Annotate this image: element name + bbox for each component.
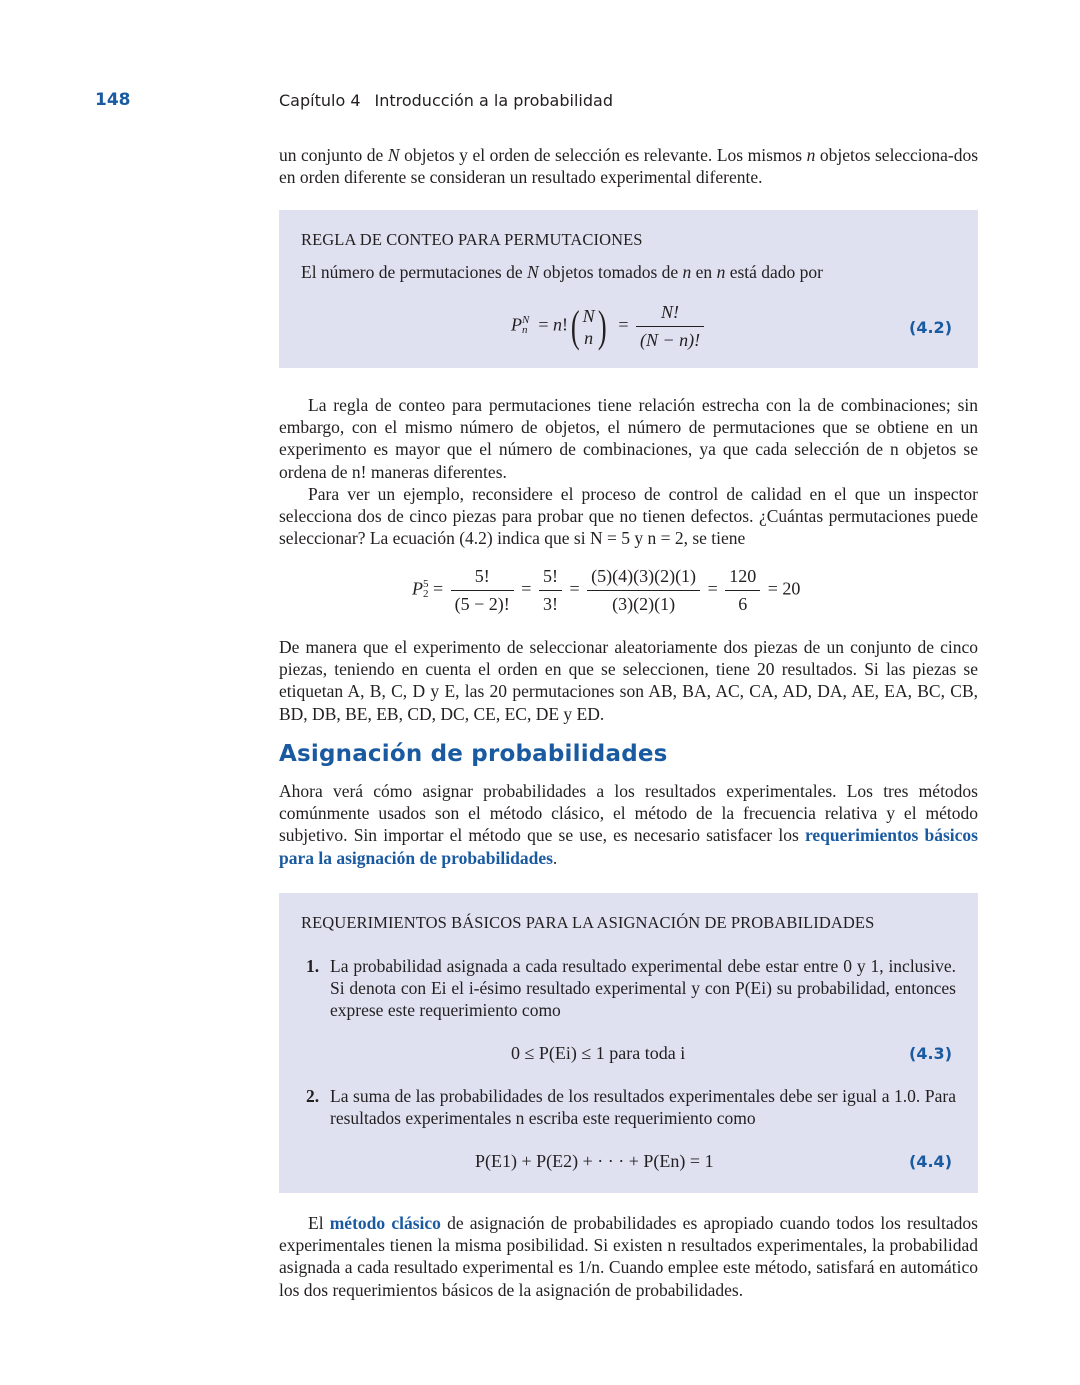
example-frac-2-num: 5! [542, 566, 558, 586]
classical-method-paragraph [279, 1212, 978, 1301]
permutation-formula: PN n = n! ( N n ) = $\frac{N!}{(N - n)!}$ [511, 302, 707, 351]
example-frac-4-num: 120 [729, 566, 757, 586]
box1-var-N: N [526, 262, 539, 282]
box1-text-d: está dado por [725, 262, 823, 282]
requirement-1 [306, 955, 956, 1022]
equation-4-4 [475, 1151, 714, 1172]
section-text-end: . [552, 847, 558, 868]
page-number: 148 [95, 90, 131, 110]
requirement-2-text: La suma de las probabilidades de los resultados experimentales debe ser igual a 1.0. Para resultados experimentales n escriba este requerimiento como [330, 1086, 956, 1129]
permutation-discussion [279, 394, 978, 549]
running-header [279, 91, 613, 110]
example-frac-1 [451, 566, 514, 615]
equation-4-3 [511, 1043, 685, 1064]
box1-text-c: en [691, 262, 717, 282]
example-frac-3 [587, 566, 700, 615]
section-paragraph [279, 780, 978, 869]
requirement-2 [306, 1085, 956, 1129]
intro-paragraph [279, 144, 978, 188]
example-frac-3-den: (3)(2)(1) [587, 590, 700, 615]
equation-number-4-2: (4.2) [909, 318, 952, 337]
classical-method-term: método clásico [329, 1213, 441, 1233]
intro-var-N: N [387, 145, 400, 165]
permutation-rule-box [279, 210, 978, 368]
intro-var-n: n [806, 145, 816, 165]
section-text: Ahora verá cómo asignar probabilidades a los resultados experimentales. Los tres métodos comúnmente usados son el método clásico, el método de la frecuencia relativa y el método subjetivo. Sin importar el método que se use, es necesario satisfacer los [279, 781, 978, 846]
intro-text-1: un conjunto de [279, 145, 388, 165]
paragraph-1: La regla de conteo para permutaciones tiene relación estrecha con la de combinaciones; sin embargo, con el mismo número de objetos, el número de permutaciones que se obtiene en un experimento es mayor que el número de combinaciones, ya que cada selección de n objetos se ordena de n! maneras diferentes. [279, 395, 978, 482]
box1-text-a: El número de permutaciones de [301, 262, 527, 282]
permutation-fraction [636, 302, 704, 351]
requirement-1-number: 1. [306, 956, 320, 976]
example-frac-3-num: (5)(4)(3)(2)(1) [591, 566, 697, 586]
permutation-numerator: N! [661, 302, 680, 322]
equation-4-3-text: 0 ≤ P(Ei) ≤ 1 para toda i [511, 1043, 686, 1063]
permutation-denominator: (N − n)! [636, 326, 704, 351]
box1-statement [301, 262, 823, 283]
example-equation: P5 2 = $\frac{5!}{(5 - 2)!}$ = $\frac{5!}{3!}$ = $\frac{(5)(4)(3)(2)(1)}{(3)(2)(1)}$ = $\frac{120}{6}$ = 20 [412, 566, 801, 614]
example-frac-2-den: 3! [539, 590, 562, 615]
basic-requirements-term: requerimientos básicos para la asignación de probabilidades [279, 825, 978, 868]
final-text-rest: de asignación de probabilidades es apropiado cuando todos los resultados experimentales tienen la misma posibilidad. Si existen n resultados experimentales, la probabilidad asignada a cada resultado experimental es 1/n. Cuando emplee este método, satisfará en automático los dos requerimientos básicos de la asignación de probabilidades. [279, 1213, 978, 1300]
permutation-result-paragraph [279, 636, 978, 725]
box2-title: REQUERIMIENTOS BÁSICOS PARA LA ASIGNACIÓN DE PROBABILIDADES [301, 913, 875, 932]
final-text-start: El [308, 1213, 330, 1233]
intro-text-2: objetos y el orden de selección es relevante. Los mismos [399, 145, 807, 165]
paragraph-2: Para ver un ejemplo, reconsidere el proceso de control de calidad en el que un inspector selecciona dos de cinco piezas para probar que no tienen defectos. ¿Cuántas permutaciones puede seleccionar? La ecuación (4.2) indica que si N = 5 y n = 2, se tiene [279, 483, 978, 549]
section-intro [279, 780, 978, 869]
example-frac-1-num: 5! [474, 566, 490, 586]
equation-number-4-3: (4.3) [909, 1044, 952, 1063]
equation-number-4-4: (4.4) [909, 1152, 952, 1171]
example-result: = 20 [767, 578, 801, 599]
requirement-1-text: La probabilidad asignada a cada resultado experimental debe estar entre 0 y 1, inclusive. Si denota con Ei el i-ésimo resultado experimental y con P(Ei) su probabilidad, entonces exprese este requerimiento como [330, 956, 956, 1021]
chapter-label: Capítulo 4 [279, 91, 361, 110]
box1-var-n2: n [716, 262, 726, 282]
box1-var-n1: n [682, 262, 692, 282]
box1-title: REGLA DE CONTEO PARA PERMUTACIONES [301, 230, 643, 249]
section-heading: Asignación de probabilidades [279, 741, 668, 767]
example-frac-4 [725, 566, 760, 615]
paragraph-3: De manera que el experimento de seleccionar aleatoriamente dos piezas de un conjunto de cinco piezas, teniendo en cuenta el orden en que se seleccionen, tiene 20 resultados. Si las piezas se etiquetan A, B, C, D y E, las 20 permutaciones son AB, BA, AC, CA, AD, DA, AE, EA, BC, CB, BD, DB, BE, EB, CD, DC, CE, EC, DE y ED. [279, 637, 978, 724]
example-frac-2 [539, 566, 562, 615]
final-paragraph [279, 1212, 978, 1301]
chapter-title: Introducción a la probabilidad [374, 91, 613, 110]
binomial-coefficient: ( N n ) [570, 301, 607, 351]
box1-text-b: objetos tomados de [538, 262, 683, 282]
intro-text-3: objetos selecciona-dos en orden diferente se consideran un resultado experimental diferente. [279, 145, 979, 188]
requirement-2-number: 2. [306, 1086, 320, 1106]
equation-4-4-text: P(E1) + P(E2) + · · · + P(En) = 1 [475, 1151, 714, 1171]
basic-requirements-box [279, 893, 978, 1193]
example-frac-4-den: 6 [725, 590, 760, 615]
example-frac-1-den: (5 − 2)! [451, 590, 514, 615]
